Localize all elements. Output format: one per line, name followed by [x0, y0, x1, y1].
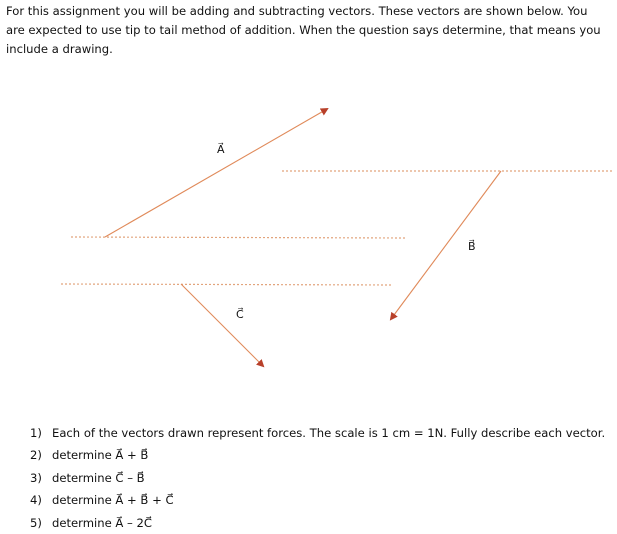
- question-list: [30, 422, 605, 534]
- question-text: determine A⃗ + B⃗ + C⃗: [52, 493, 174, 508]
- question-item: [30, 467, 605, 489]
- vector-b: [391, 171, 501, 319]
- question-item: [30, 444, 605, 466]
- question-item: [30, 422, 605, 444]
- vector-c-label: C⃗: [236, 308, 244, 321]
- question-text: Each of the vectors drawn represent forces. The scale is 1 cm = 1N. Fully describe each vector.: [52, 426, 606, 440]
- vector-c: [181, 284, 263, 366]
- vector-a: [105, 109, 327, 237]
- question-number: 2): [30, 448, 42, 463]
- question-item: [30, 512, 605, 534]
- question-text: determine A⃗ – 2C⃗: [52, 515, 152, 530]
- guide-line-middle: [71, 237, 406, 238]
- guide-line-bottom: [61, 284, 393, 285]
- instructions-line-2: are expected to use tip to tail method of addition. When the question says determine, that means you: [6, 23, 601, 37]
- question-text: determine A⃗ + B⃗: [52, 448, 149, 463]
- question-item: [30, 489, 605, 511]
- question-text: determine C⃗ – B⃗: [52, 470, 145, 485]
- question-number: 5): [30, 515, 42, 530]
- vector-a-label: A⃗: [217, 143, 225, 156]
- question-number: 3): [30, 470, 42, 485]
- vector-b-label: B⃗: [468, 240, 476, 253]
- question-number: 1): [30, 426, 42, 440]
- question-number: 4): [30, 493, 42, 508]
- instructions-line-1: For this assignment you will be adding and subtracting vectors. These vectors are shown below. You: [6, 4, 588, 18]
- instructions-line-3: include a drawing.: [6, 42, 113, 56]
